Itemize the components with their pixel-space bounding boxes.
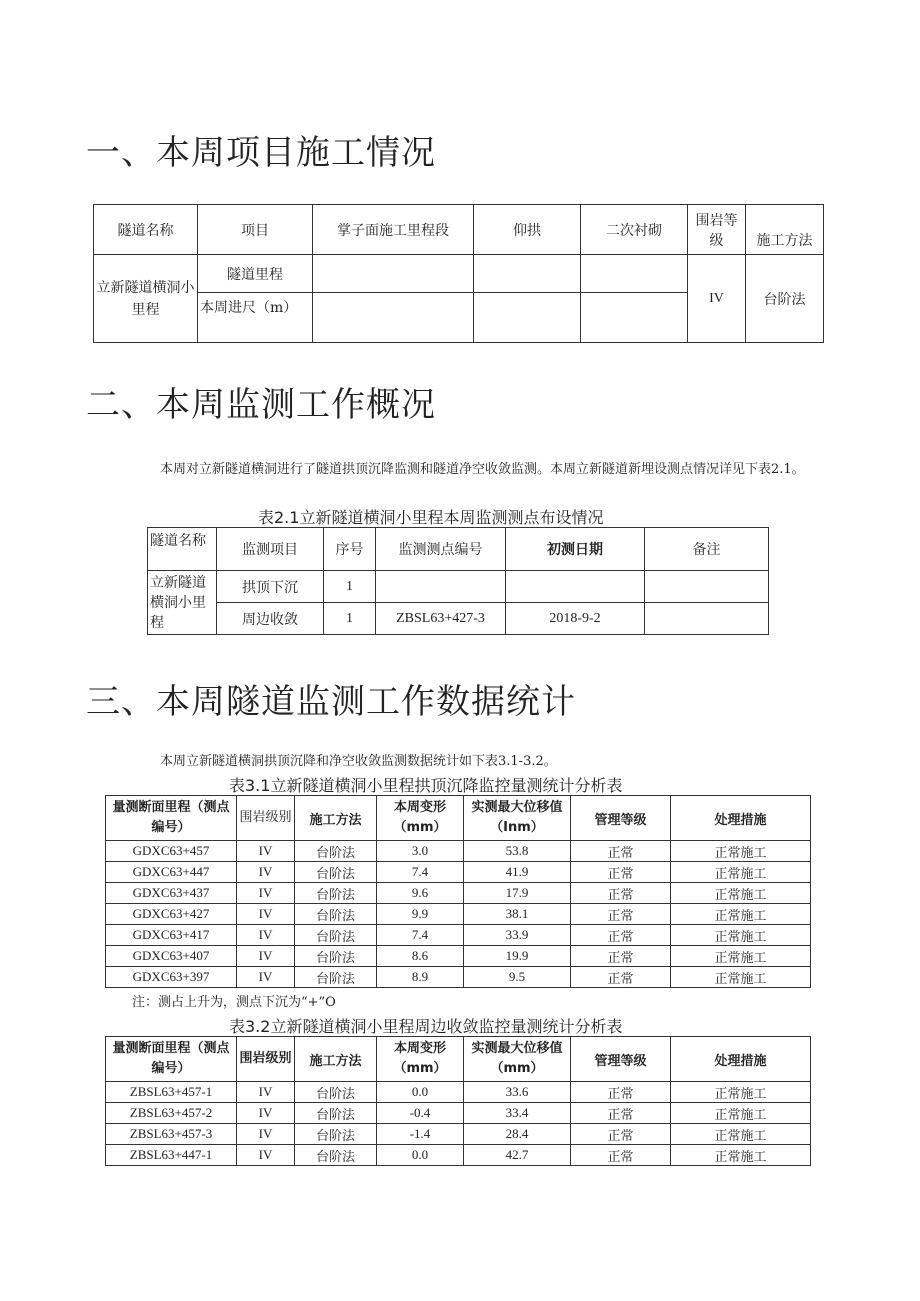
header-cell: 围岩级别 bbox=[237, 1037, 295, 1082]
table-cell: 台阶法 bbox=[295, 862, 377, 883]
table-cell: GDXC63+397 bbox=[106, 967, 237, 988]
table-row bbox=[106, 883, 811, 904]
table-cell: 正常 bbox=[571, 904, 671, 925]
header-cell: 量测断面里程（测点编号） bbox=[106, 796, 237, 841]
settlement-table bbox=[105, 795, 811, 988]
table-cell: 台阶法 bbox=[295, 1145, 377, 1166]
empty-cell bbox=[313, 293, 474, 343]
header-cell: 序号 bbox=[324, 528, 376, 571]
table-cell: 正常 bbox=[571, 862, 671, 883]
header-cell: 处理措施 bbox=[671, 796, 811, 841]
header-cell: 掌子面施工里程段 bbox=[313, 205, 474, 255]
header-cell: 本周变形（mm） bbox=[377, 1037, 464, 1082]
table-cell: 正常施工 bbox=[671, 967, 811, 988]
table-cell: GDXC63+427 bbox=[106, 904, 237, 925]
table-cell: 正常施工 bbox=[671, 925, 811, 946]
header-cell: 实测最大位移值（Inm） bbox=[464, 796, 571, 841]
table-cell: 正常 bbox=[571, 1082, 671, 1103]
table-cell: 17.9 bbox=[464, 883, 571, 904]
table-cell: 正常 bbox=[571, 883, 671, 904]
table-cell: 9.9 bbox=[377, 904, 464, 925]
header-cell: 施工方法 bbox=[295, 1037, 377, 1082]
method-cell: 台阶法 bbox=[746, 255, 824, 343]
table-cell: 正常施工 bbox=[671, 1103, 811, 1124]
header-cell: 监测项目 bbox=[217, 528, 324, 571]
table-cell: IV bbox=[237, 862, 295, 883]
table-row bbox=[106, 1124, 811, 1145]
tunnel-name-cell: 立新隧道横洞小里程 bbox=[94, 255, 198, 343]
table-cell: 8.6 bbox=[377, 946, 464, 967]
table-cell: 台阶法 bbox=[295, 1124, 377, 1145]
table-3-1-caption: 表3.1立新隧道横洞小里程拱顶沉降监控量测统计分析表 bbox=[229, 776, 623, 795]
table-cell: IV bbox=[237, 967, 295, 988]
header-cell: 监测测点编号 bbox=[376, 528, 506, 571]
table-cell: IV bbox=[237, 1103, 295, 1124]
table-cell: 8.9 bbox=[377, 967, 464, 988]
table-cell: 42.7 bbox=[464, 1145, 571, 1166]
header-cell: 备注 bbox=[645, 528, 769, 571]
header-cell: 隧道名称 bbox=[94, 205, 198, 255]
empty-cell bbox=[581, 293, 688, 343]
table-3-1-note: 注：测占上升为，测点下沉为“+”O bbox=[132, 995, 336, 1010]
section2-heading: 二、本周监测工作概况 bbox=[86, 385, 436, 425]
table-cell: ZBSL63+447-1 bbox=[106, 1145, 237, 1166]
header-cell: 仰拱 bbox=[474, 205, 581, 255]
table-cell: -0.4 bbox=[377, 1103, 464, 1124]
table-row bbox=[106, 967, 811, 988]
construction-table bbox=[93, 204, 824, 343]
table-cell: IV bbox=[237, 925, 295, 946]
table-3-2-caption: 表3.2立新隧道横洞小里程周边收敛监控量测统计分析表 bbox=[229, 1017, 623, 1036]
table-row bbox=[106, 946, 811, 967]
table-cell: 3.0 bbox=[377, 841, 464, 862]
table-cell: 正常施工 bbox=[671, 862, 811, 883]
header-cell: 实测最大位移值（mm） bbox=[464, 1037, 571, 1082]
table-cell: 33.4 bbox=[464, 1103, 571, 1124]
table-cell: 正常 bbox=[571, 841, 671, 862]
table-cell: 周边收敛 bbox=[217, 603, 324, 635]
table-cell bbox=[645, 571, 769, 603]
header-cell: 初测日期 bbox=[506, 528, 645, 571]
table-cell: IV bbox=[237, 883, 295, 904]
section3-paragraph: 本周立新隧道横洞拱顶沉降和净空收敛监测数据统计如下表3.1-3.2。 bbox=[160, 754, 557, 769]
table-cell: ZBSL63+457-3 bbox=[106, 1124, 237, 1145]
table-cell: IV bbox=[237, 946, 295, 967]
section3-heading: 三、本周隧道监测工作数据统计 bbox=[86, 682, 576, 722]
empty-cell bbox=[474, 293, 581, 343]
table-cell: 28.4 bbox=[464, 1124, 571, 1145]
table-cell: 1 bbox=[324, 571, 376, 603]
rock-grade-cell: IV bbox=[688, 255, 746, 343]
header-cell: 围岩级别 bbox=[237, 796, 295, 841]
table-cell: IV bbox=[237, 1082, 295, 1103]
section2-paragraph: 本周对立新隧道横洞进行了隧道拱顶沉降监测和隧道净空收敛监测。本周立新隧道新埋设测点情况详见下表2.1。 bbox=[160, 462, 805, 477]
table-cell: 7.4 bbox=[377, 862, 464, 883]
table-row bbox=[106, 1082, 811, 1103]
header-cell: 项目 bbox=[198, 205, 313, 255]
table-cell: 41.9 bbox=[464, 862, 571, 883]
table-cell: 台阶法 bbox=[295, 925, 377, 946]
table-cell: 正常施工 bbox=[671, 841, 811, 862]
table-cell: 正常施工 bbox=[671, 1145, 811, 1166]
table-row bbox=[106, 1145, 811, 1166]
table-cell: 台阶法 bbox=[295, 1103, 377, 1124]
table-cell: 台阶法 bbox=[295, 946, 377, 967]
table-cell: 正常施工 bbox=[671, 946, 811, 967]
table-cell: IV bbox=[237, 841, 295, 862]
header-cell: 本周变形（mm） bbox=[377, 796, 464, 841]
table-cell: 正常 bbox=[571, 925, 671, 946]
table-cell: 0.0 bbox=[377, 1145, 464, 1166]
table-cell: 19.9 bbox=[464, 946, 571, 967]
table-row bbox=[106, 1103, 811, 1124]
table-cell bbox=[645, 603, 769, 635]
table-cell: 正常施工 bbox=[671, 1082, 811, 1103]
table-cell: 拱顶下沉 bbox=[217, 571, 324, 603]
table-cell: 0.0 bbox=[377, 1082, 464, 1103]
header-cell: 量测断面里程（测点编号） bbox=[106, 1037, 237, 1082]
table-cell: GDXC63+407 bbox=[106, 946, 237, 967]
table-cell: 正常施工 bbox=[671, 904, 811, 925]
table-cell: 9.5 bbox=[464, 967, 571, 988]
table-cell: 台阶法 bbox=[295, 1082, 377, 1103]
table-cell: 正常 bbox=[571, 1145, 671, 1166]
table-cell: ZBSL63+457-1 bbox=[106, 1082, 237, 1103]
header-cell: 围岩等级 bbox=[688, 205, 746, 255]
table-row bbox=[148, 571, 769, 603]
table-row bbox=[106, 904, 811, 925]
empty-cell bbox=[581, 255, 688, 293]
header-cell: 二次衬砌 bbox=[581, 205, 688, 255]
row-label-cell: 本周进尺（m） bbox=[198, 293, 313, 343]
section1-heading: 一、本周项目施工情况 bbox=[86, 133, 436, 173]
table-cell: 正常 bbox=[571, 946, 671, 967]
table-row bbox=[106, 841, 811, 862]
table-cell: IV bbox=[237, 1124, 295, 1145]
header-cell: 施工方法 bbox=[295, 796, 377, 841]
table-cell: 9.6 bbox=[377, 883, 464, 904]
header-cell: 处理措施 bbox=[671, 1037, 811, 1082]
table-cell: 38.1 bbox=[464, 904, 571, 925]
table-cell: 正常施工 bbox=[671, 883, 811, 904]
table-cell: 正常 bbox=[571, 967, 671, 988]
table-cell: -1.4 bbox=[377, 1124, 464, 1145]
empty-cell bbox=[474, 255, 581, 293]
tunnel-name-cell: 立新隧道横洞小里程 bbox=[148, 571, 217, 635]
empty-cell bbox=[313, 255, 474, 293]
table-cell: GDXC63+447 bbox=[106, 862, 237, 883]
header-cell: 管理等级 bbox=[571, 796, 671, 841]
table-cell: 1 bbox=[324, 603, 376, 635]
table-cell: 正常施工 bbox=[671, 1124, 811, 1145]
table-cell: 正常 bbox=[571, 1103, 671, 1124]
table-cell: GDXC63+417 bbox=[106, 925, 237, 946]
header-cell: 隧道名称 bbox=[148, 528, 217, 571]
table-cell bbox=[506, 571, 645, 603]
table-cell: ZBSL63+427-3 bbox=[376, 603, 506, 635]
table-cell: 台阶法 bbox=[295, 841, 377, 862]
monitoring-points-table bbox=[147, 527, 769, 635]
table-cell: 53.8 bbox=[464, 841, 571, 862]
table-cell: 台阶法 bbox=[295, 967, 377, 988]
header-cell: 管理等级 bbox=[571, 1037, 671, 1082]
convergence-table bbox=[105, 1036, 811, 1166]
table-cell: 台阶法 bbox=[295, 883, 377, 904]
table-cell: IV bbox=[237, 904, 295, 925]
table-2-1-caption: 表2.1立新隧道横洞小里程本周监测测点布设情况 bbox=[258, 508, 604, 527]
table-cell: 7.4 bbox=[377, 925, 464, 946]
table-cell: GDXC63+457 bbox=[106, 841, 237, 862]
table-cell: 2018-9-2 bbox=[506, 603, 645, 635]
table-row bbox=[148, 603, 769, 635]
row-label-cell: 隧道里程 bbox=[198, 255, 313, 293]
table-row bbox=[106, 925, 811, 946]
table-row bbox=[106, 862, 811, 883]
table-cell: 正常 bbox=[571, 1124, 671, 1145]
table-cell: 台阶法 bbox=[295, 904, 377, 925]
table-cell: IV bbox=[237, 1145, 295, 1166]
table-cell bbox=[376, 571, 506, 603]
header-cell: 施工方法 bbox=[746, 205, 824, 255]
table-cell: ZBSL63+457-2 bbox=[106, 1103, 237, 1124]
table-cell: GDXC63+437 bbox=[106, 883, 237, 904]
table-cell: 33.6 bbox=[464, 1082, 571, 1103]
table-cell: 33.9 bbox=[464, 925, 571, 946]
